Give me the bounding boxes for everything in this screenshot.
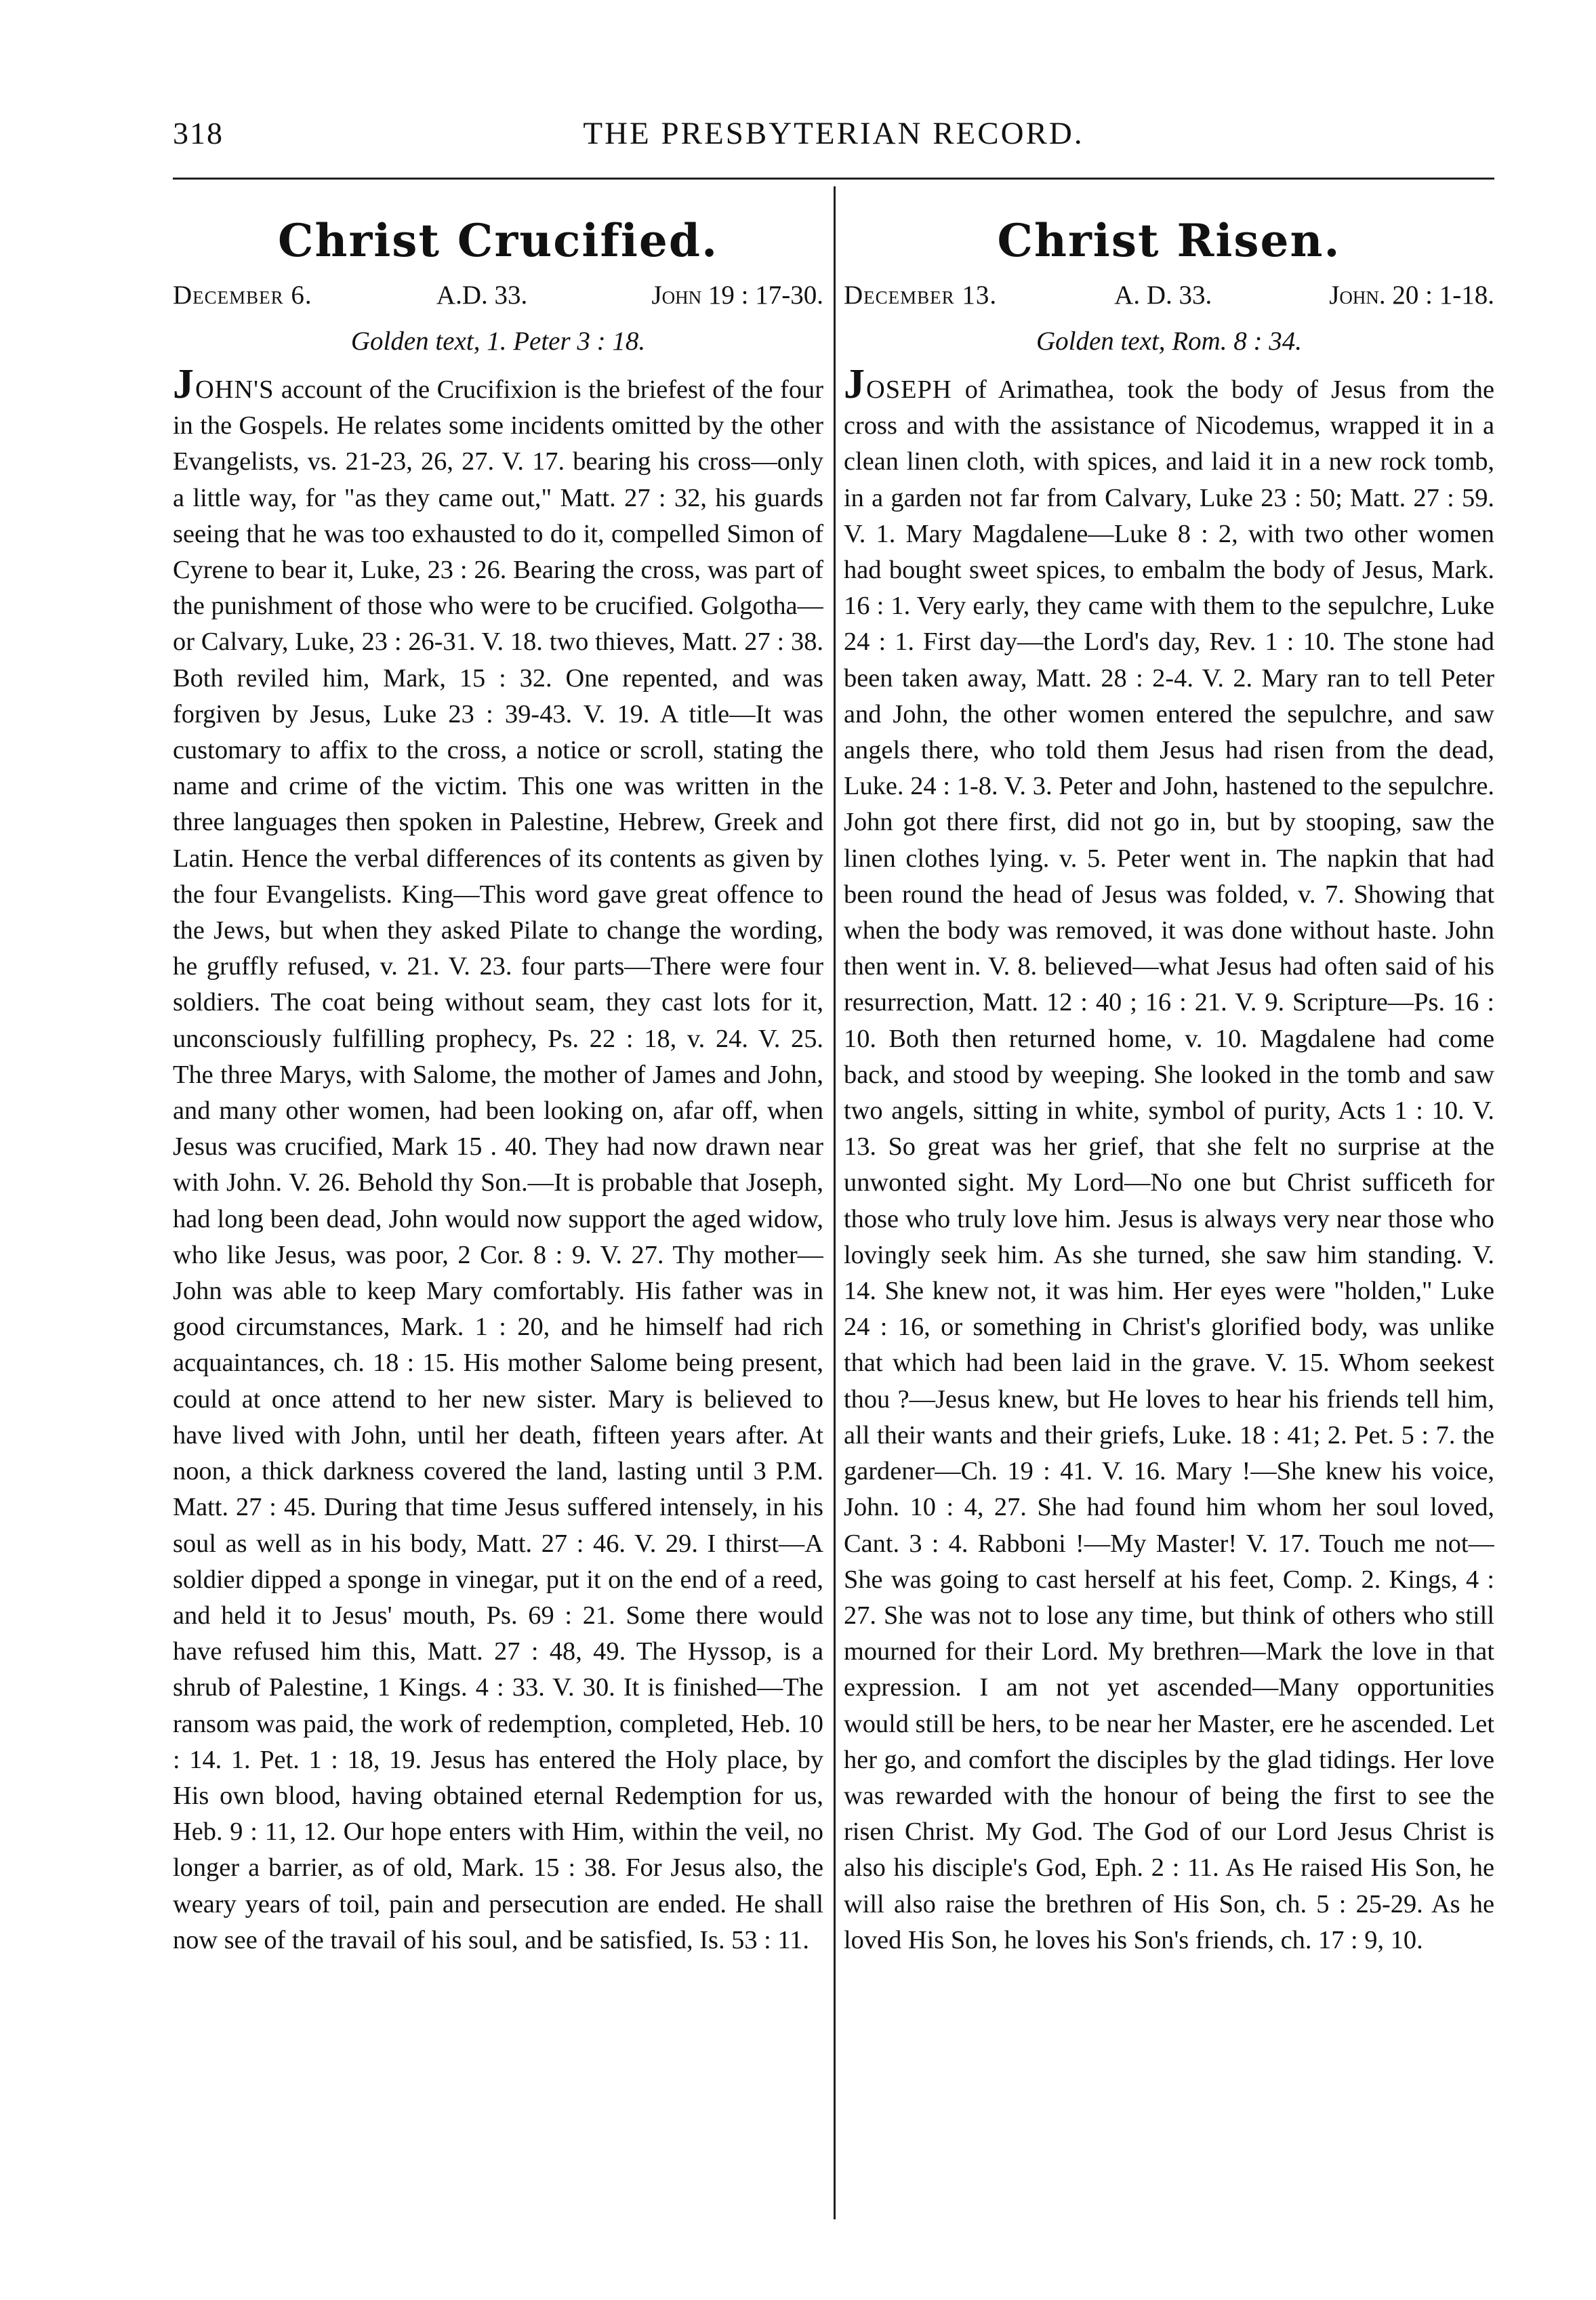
page-header	[173, 115, 1494, 163]
header-rule	[173, 178, 1494, 180]
golden-text	[844, 323, 1494, 361]
golden-text-ref: 1. Peter 3 : 18.	[487, 327, 646, 356]
golden-text	[173, 323, 823, 361]
lesson-title: Christ Risen.	[997, 214, 1341, 267]
lead-word: OSEPH	[866, 375, 952, 404]
running-head: THE PRESBYTERIAN RECORD.	[583, 116, 1084, 151]
column-divider	[834, 186, 836, 2219]
lesson-date: December 13.	[844, 281, 998, 310]
lesson-meta	[844, 278, 1494, 313]
lesson-christ-risen	[844, 197, 1494, 2257]
golden-text-label: Golden text,	[1036, 327, 1166, 356]
lesson-title: Christ Crucified.	[277, 214, 719, 267]
lesson-year: A.D. 33.	[436, 281, 528, 310]
lesson-date: December 6.	[173, 281, 312, 310]
page-number: 318	[173, 116, 224, 150]
golden-text-label: Golden text,	[350, 327, 480, 356]
lesson-body	[173, 361, 823, 1958]
body-paragraph: of Arimathea, took the body of Jesus from the cross and with the assistance of Nicodemus, wrapped it in a clean linen cloth, with spices, and laid it in a new rock tomb, in a garden not far from Calvary, Luke 23 : 50; Matt. 27 : 59. V. 1. Mary Magdalene—Luke 8 : 2, with two other women had bought sweet spices, to embalm the body of Jesus, Mark. 16 : 1. Very early, they came with them to the sepulchre, Luke 24 : 1. First day—the Lord's day, Rev. 1 : 10. The stone had been taken away, Matt. 28 : 2-4. V. 2. Mary ran to tell Peter and John, the other women entered the sepulchre, and saw angels there, who told them Jesus had risen from the dead, Luke. 24 : 1-8. V. 3. Peter and John, hastened to the sepulchre. John got there first, did not go in, but by stooping, saw the linen clothes lying. v. 5. Peter went in. The napkin that had been round the head of Jesus was folded, v. 7. Showing that when the body was removed, it was done without haste. John then went in. V. 8. believed—what Jesus had often said of his resurrection, Matt. 12 : 40 ; 16 : 21. V. 9. Scripture—Ps. 16 : 10. Both then returned home, v. 10. Magdalene had come back, and stood by weeping. She looked in the tomb and saw two angels, sitting in white, symbol of purity, Acts 1 : 10. V. 13. So great was her grief, that she felt no surprise at the unwonted sight. My Lord—No one but Christ sufficeth for those who truly love him. Jesus is always very near those who lovingly seek him. As she turned, she saw him standing. V. 14. She knew not, it was him. Her eyes were "holden," Luke 24 : 16, or something in Christ's glorified body, was unlike that which had been laid in the grave. V. 15. Whom seekest thou ?—Jesus knew, but He loves to hear his friends tell him, all their wants and their griefs, Luke. 18 : 41; 2. Pet. 5 : 7. the gardener—Ch. 19 : 41. V. 16. Mary !—She knew his voice, John. 10 : 4, 27. She had found him whom her soul loved, Cant. 3 : 4. Rabboni !—My Master! V. 17. Touch me not—She was going to cast herself at his feet, Comp. 2. Kings, 4 : 27. She was not to lose any time, but think of others who still mourned for their Lord. My brethren—Mark the love in that expression. I am not yet ascended—Many opportunities would still be hers, to be near her Master, ere he ascended. Let her go, and comfort the disciples by the glad tidings. Her love was rewarded with the honour of being the first to see the risen Christ. My God. The God of our Lord Jesus Christ is also his disciple's God, Eph. 2 : 11. As He raised His Son, he will also raise the brethren of His Son, ch. 5 : 25-29. As he loved His Son, he loves his Son's friends, ch. 17 : 9, 10.	[844, 375, 1494, 1954]
body-paragraph: account of the Crucifixion is the briefest of the four in the Gospels. He relates some incidents omitted by the other Evangelists, vs. 21-23, 26, 27. V. 17. bearing his cross—only a little way, for "as they came out," Matt. 27 : 32, his guards seeing that he was too exhausted to do it, compelled Simon of Cyrene to bear it, Luke, 23 : 26. Bearing the cross, was part of the punishment of those who were to be crucified. Golgotha—or Calvary, Luke, 23 : 26-31. V. 18. two thieves, Matt. 27 : 38. Both reviled him, Mark, 15 : 32. One repented, and was forgiven by Jesus, Luke 23 : 39-43. V. 19. A title—It was customary to affix to the cross, a notice or scroll, stating the name and crime of the victim. This one was written in the three languages then spoken in Palestine, Hebrew, Greek and Latin. Hence the verbal differences of its contents as given by the four Evangelists. King—This word gave great offence to the Jews, but when they asked Pilate to change the wording, he gruffly refused, v. 21. V. 23. four parts—There were four soldiers. The coat being without seam, they cast lots for it, unconsciously fulfilling prophecy, Ps. 22 : 18, v. 24. V. 25. The three Marys, with Salome, the mother of James and John, and many other women, had been looking on, afar off, when Jesus was crucified, Mark 15 . 40. They had now drawn near with John. V. 26. Behold thy Son.—It is probable that Joseph, had long been dead, John would now support the aged widow, who like Jesus, was poor, 2 Cor. 8 : 9. V. 27. Thy mother—John was able to keep Mary comfortably. His father was in good circumstances, Mark. 1 : 20, and he himself had rich acquaintances, ch. 18 : 15. His mother Salome being present, could at once attend to her new sister. Mary is believed to have lived with John, until her death, fifteen years after. At noon, a thick darkness covered the land, lasting until 3 P.M. Matt. 27 : 45. During that time Jesus suffered intensely, in his soul as well as in his body, Matt. 27 : 46. V. 29. I thirst—A soldier dipped a sponge in vinegar, put it on the end of a reed, and held it to Jesus' mouth, Ps. 69 : 21. Some there would have refused him this, Matt. 27 : 48, 49. The Hyssop, is a shrub of Palestine, 1 Kings. 4 : 33. V. 30. It is finished—The ransom was paid, the work of redemption, completed, Heb. 10 : 14. 1. Pet. 1 : 18, 19. Jesus has entered the Holy place, by His own blood, having obtained eternal Redemption for us, Heb. 9 : 11, 12. Our hope enters with Him, within the veil, no longer a barrier, as of old, Mark. 15 : 38. For Jesus also, the weary years of toil, pain and persecution are ended. He shall now see of the travail of his soul, and be satisfied, Is. 53 : 11.	[173, 375, 823, 1954]
lesson-year: A. D. 33.	[1114, 281, 1212, 310]
lead-word: OHN'S	[195, 375, 274, 404]
lesson-reference: John 19 : 17-30.	[651, 281, 823, 310]
lesson-body	[844, 361, 1494, 1958]
lesson-christ-crucified	[173, 197, 823, 2257]
drop-cap: J	[173, 361, 194, 407]
golden-text-ref: Rom. 8 : 34.	[1172, 327, 1303, 356]
lesson-reference: John. 20 : 1-18.	[1329, 281, 1494, 310]
drop-cap: J	[844, 361, 865, 407]
lesson-meta	[173, 278, 823, 313]
